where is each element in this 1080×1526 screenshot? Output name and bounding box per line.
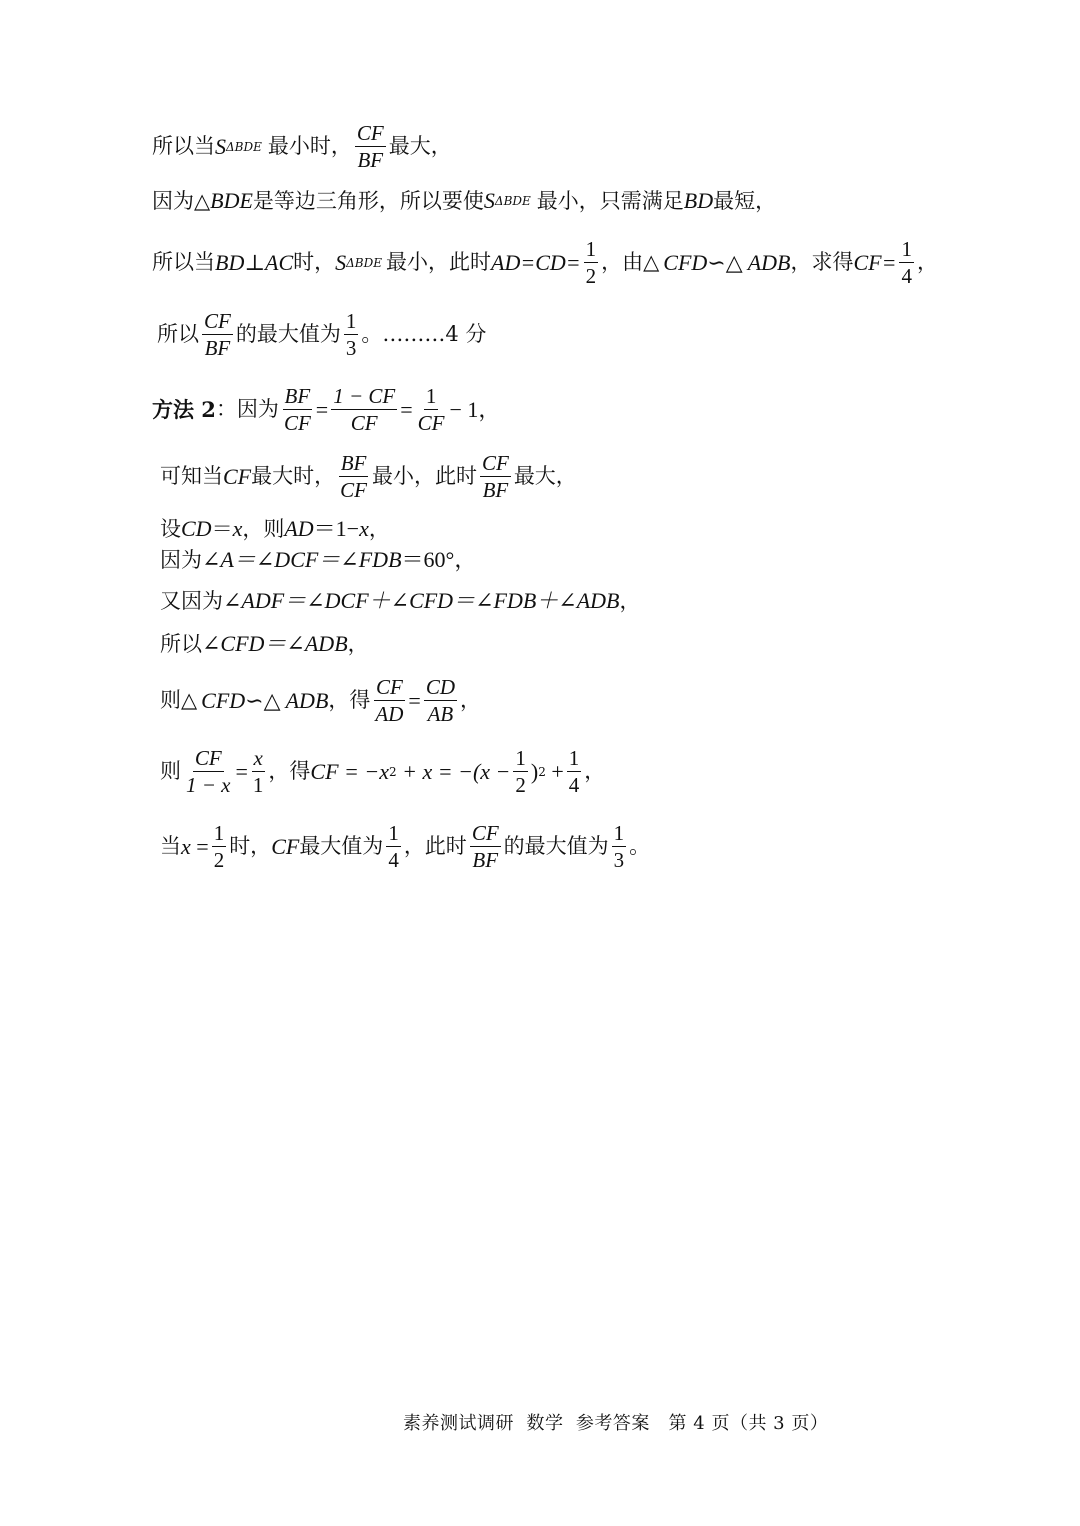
text: 最小时， (267, 134, 352, 159)
math: ＝1− (313, 516, 360, 541)
math: AD (284, 516, 314, 541)
fraction: $\frac{CF}{BF}$ (481, 451, 509, 503)
text: ：因为 (215, 397, 279, 422)
fraction: $\frac{1}{2}$ (213, 821, 225, 873)
exponent: 2 (389, 764, 397, 779)
text: 所以当 (152, 134, 215, 159)
text: 所以 (157, 322, 199, 347)
fraction: $\frac{1}{2}$ (515, 746, 526, 798)
fraction: $\frac{BF}{CF}$ (340, 451, 367, 503)
fraction: $\frac{1}{3}$ (345, 309, 357, 361)
text: 。 (629, 834, 651, 859)
line-2 (152, 190, 776, 212)
text: 时， (229, 834, 272, 859)
math: CF (310, 758, 339, 784)
text: 最短， (713, 188, 777, 213)
text: ， (347, 631, 369, 656)
area-symbol: S (335, 249, 347, 275)
fraction: $\frac{CF}{BF}$ (204, 309, 231, 361)
line-3 (152, 238, 938, 287)
math: CFD∽△ ADB (663, 249, 791, 275)
text: 最大值为 (299, 834, 384, 859)
math: = (400, 396, 413, 422)
line-7 (160, 518, 390, 540)
math: + x = −(x − (396, 758, 511, 784)
math: ) (530, 758, 539, 784)
text: 所以当 (152, 250, 215, 275)
fraction: $\frac{BF}{CF}$ (283, 384, 311, 436)
text: 所以 (160, 631, 202, 656)
fraction: $\frac{CD}{AB}$ (425, 675, 455, 727)
fraction: $\frac{1}{4}$ (568, 746, 580, 798)
math: x (359, 516, 369, 541)
math: ＝60°， (401, 547, 477, 572)
line-5 (152, 385, 500, 434)
text: 设 (160, 516, 181, 541)
text: 最大， (388, 134, 452, 159)
math: − 1， (449, 396, 501, 422)
fraction: $\frac{1}{3}$ (613, 821, 625, 873)
math: x (181, 833, 191, 859)
area-symbol: S (215, 133, 226, 159)
line-13 (160, 822, 650, 871)
text: ， (916, 250, 938, 275)
line-6 (160, 452, 577, 501)
math: BDE (210, 188, 253, 213)
math: x (232, 516, 243, 541)
text: 最小，只需满足 (536, 188, 684, 213)
text: 则 (160, 759, 181, 784)
fraction: $\frac{x}{1}$ (252, 746, 264, 798)
text: ，此时 (403, 834, 467, 859)
text: ， (368, 516, 390, 541)
fraction: $\frac{CF}{1 - x}$ (186, 746, 231, 798)
text: ， (460, 688, 481, 713)
text: 最大时， (251, 464, 336, 489)
math: BD⊥AC (215, 249, 294, 275)
math: = −x (338, 758, 390, 784)
math: = (190, 833, 209, 859)
fraction: $\frac{1 - CF}{CF}$ (333, 384, 396, 436)
exponent: 2 (538, 764, 546, 779)
math: ∠ADF＝∠DCF＋∠CFD＝∠FDB＋∠ADB (223, 588, 620, 613)
area-subscript: ΔBDE (346, 255, 383, 270)
math: ∠CFD＝∠ADB (202, 631, 348, 656)
text: 当 (160, 834, 181, 859)
fraction: $\frac{1}{CF}$ (417, 384, 445, 436)
text: ，求得 (790, 250, 854, 275)
method-label: 方法 2 (152, 397, 216, 423)
text: ，得 (328, 688, 371, 713)
text: 又因为 (160, 588, 223, 613)
text: ，由△ (601, 250, 660, 275)
text: 是等边三角形，所以要使 (252, 188, 484, 213)
text: 最小，此时 (371, 464, 477, 489)
text: 因为 (160, 547, 202, 572)
line-1 (152, 122, 452, 171)
area-subscript: ΔBDE (226, 139, 262, 154)
line-9 (160, 590, 640, 612)
text: 的最大值为 (235, 322, 341, 347)
text: 可知当 (160, 464, 223, 489)
math: = (235, 758, 248, 784)
math: = (408, 687, 421, 713)
math: BD (683, 188, 714, 213)
math: CFD∽△ ADB (201, 687, 329, 713)
line-10 (160, 633, 369, 655)
text: ， (619, 588, 641, 613)
text: ＝ (211, 516, 233, 541)
math: CF (223, 463, 252, 489)
text: 。………4 分 (361, 322, 487, 347)
text: ， (584, 759, 606, 784)
text: 则△ (160, 688, 198, 713)
math: + (545, 758, 564, 784)
text: 最小，此时 (386, 250, 492, 275)
math: = (315, 396, 329, 422)
area-subscript: ΔBDE (494, 194, 531, 208)
fraction: $\frac{1}{4}$ (901, 237, 912, 289)
math: AD=CD= (491, 249, 581, 275)
text: 因为△ (152, 188, 211, 213)
area-symbol: S (483, 188, 495, 213)
math: CF= (853, 249, 897, 275)
fraction: $\frac{1}{4}$ (388, 821, 399, 873)
fraction: $\frac{1}{2}$ (585, 237, 597, 289)
math: CF (271, 833, 300, 859)
line-12 (160, 747, 605, 796)
line-8 (160, 549, 476, 571)
text: 时， (293, 250, 336, 275)
fraction: $\frac{CF}{BF}$ (471, 821, 499, 873)
fraction: $\frac{CF}{AD}$ (375, 675, 404, 727)
line-11 (160, 676, 481, 725)
line-4 (157, 310, 486, 359)
text: 最大， (513, 464, 577, 489)
page-footer: 素养测试调研 数学 参考答案 第 4 页（共 3 页） (403, 1413, 829, 1434)
text: ，则 (242, 516, 285, 541)
math: CD (181, 516, 212, 541)
text: 的最大值为 (503, 834, 609, 859)
math: ∠A＝∠DCF＝∠FDB (202, 547, 402, 572)
text: ，得 (268, 759, 311, 784)
fraction: $\frac{CF}{BF}$ (356, 121, 384, 173)
